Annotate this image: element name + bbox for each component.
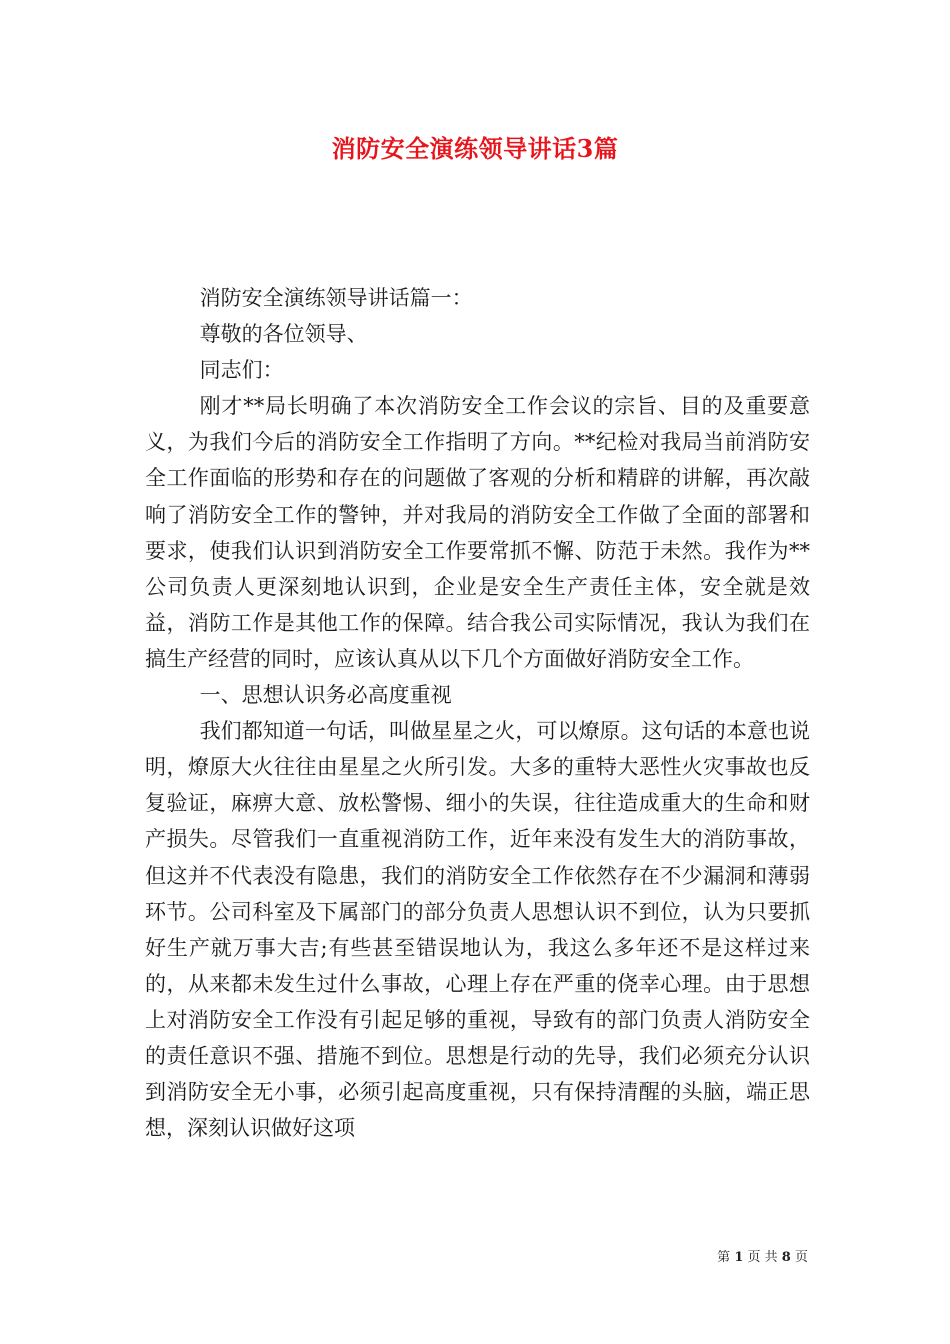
paragraph-salutation-2: 同志们： — [199, 358, 284, 383]
paragraph-salutation-1: 尊敬的各位领导、 — [199, 322, 368, 347]
paragraph-body-1: 我们都知道一句话，叫做星星之火，可以燎原。这句话的本意也说明，燎原大火往往由星星之火所引发。大多的重特大恶性火灾事故也反复验证，麻痹大意、放松警惕、细小的失误，往往造成重大的生命和财产损失。尽管我们一直重视消防工作，近年来没有发生大的消防事故，但这并不代表没有隐患，我们的消防安全工作依然存在不少漏洞和薄弱环节。公司科室及下属部门的部分负责人思想认识不到位，认为只要抓好生产就万事大吉;有些甚至错误地认为，我这么多年还不是这样过来的，从来都未发生过什么事故，心理上存在严重的侥幸心理。由于思想上对消防安全工作没有引起足够的重视，导致有的部门负责人消防安全的责任意识不强、措施不到位。思想是行动的先导，我们必须充分认识到消防安全无小事，必须引起高度重视，只有保持清醒的头脑，端正思想，深刻认识做好这项 — [145, 719, 810, 1141]
footer-middle: 页 共 — [747, 1250, 778, 1265]
document-title: 消防安全演练领导讲话3篇 — [331, 134, 619, 163]
footer-current-page: 1 — [734, 1250, 744, 1265]
paragraph-subheading-1: 一、思想认识务必高度重视 — [199, 683, 452, 708]
footer-suffix: 页 — [794, 1250, 808, 1265]
footer-prefix: 第 — [717, 1250, 731, 1265]
footer-total-pages: 8 — [781, 1250, 791, 1265]
paragraph-intro: 刚才**局长明确了本次消防安全工作会议的宗旨、目的及重要意义，为我们今后的消防安全工作指明了方向。**纪检对我局当前消防安全工作面临的形势和存在的问题做了客观的分析和精辟的讲解，再次敲响了消防安全工作的警钟，并对我局的消防安全工作做了全面的部署和要求，使我们认识到消防安全工作要常抓不懈、防范于未然。我作为**公司负责人更深刻地认识到，企业是安全生产责任主体，安全就是效益，消防工作是其他工作的保障。结合我公司实际情况，我认为我们在搞生产经营的同时，应该认真从以下几个方面做好消防安全工作。 — [145, 394, 810, 671]
page-footer — [717, 1248, 808, 1268]
document-body — [145, 280, 810, 1146]
paragraph-section-heading: 消防安全演练领导讲话篇一： — [199, 286, 473, 310]
